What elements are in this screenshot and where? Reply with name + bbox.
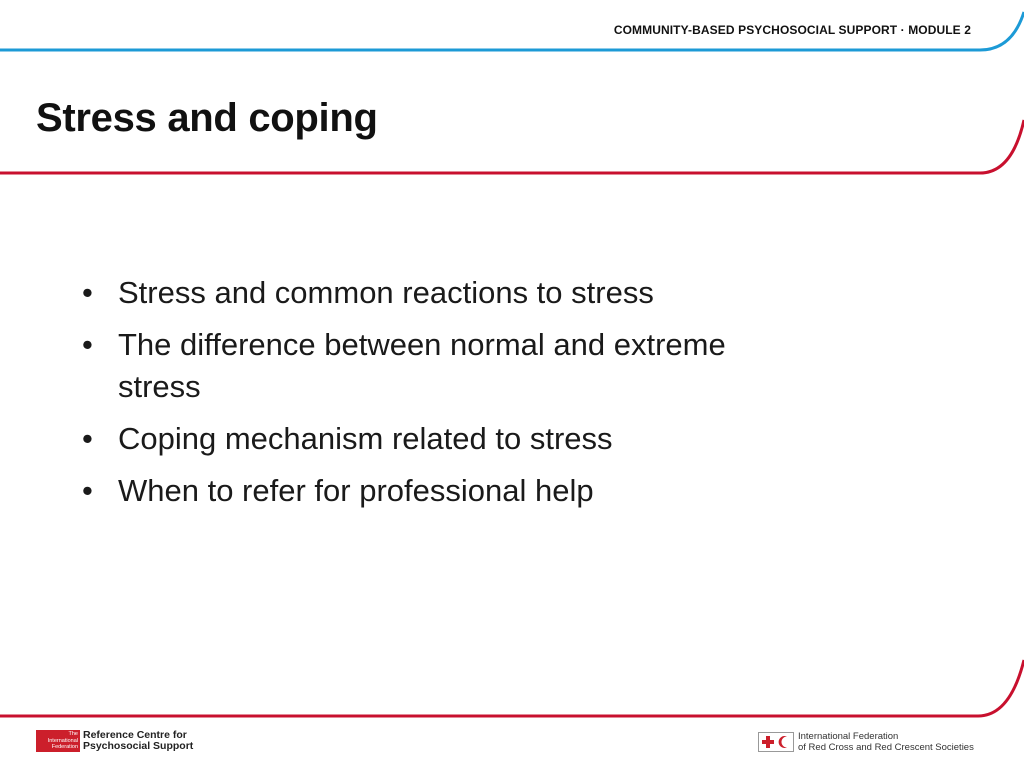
footer-red-curve	[0, 660, 1024, 716]
bullet-item: • Stress and common reactions to stress	[78, 272, 778, 314]
bullet-icon: •	[82, 421, 93, 456]
bullet-list	[78, 272, 778, 522]
bullet-icon: •	[82, 275, 93, 310]
bullet-item: • When to refer for professional help	[78, 470, 778, 512]
red-crescent-icon	[778, 735, 792, 749]
bullet-icon: •	[82, 473, 93, 508]
bullet-item: • The difference between normal and extreme stress	[78, 324, 778, 408]
ifrc-logo	[758, 731, 974, 753]
red-cross-crescent-icon	[758, 732, 794, 752]
red-cross-icon	[761, 735, 775, 749]
bullet-icon: •	[82, 327, 93, 362]
bullet-item: • Coping mechanism related to stress	[78, 418, 778, 460]
module-header-label: COMMUNITY-BASED PSYCHOSOCIAL SUPPORT · MODULE 2	[613, 23, 971, 37]
reference-centre-name: Reference Centre for Psychosocial Support	[83, 729, 194, 752]
slide-title: Stress and coping	[36, 96, 378, 140]
ifrc-name: International Federation of Red Cross and Red Crescent Societies	[798, 731, 974, 753]
federation-badge-icon: The International Federation	[36, 730, 80, 752]
reference-centre-logo	[36, 730, 193, 752]
